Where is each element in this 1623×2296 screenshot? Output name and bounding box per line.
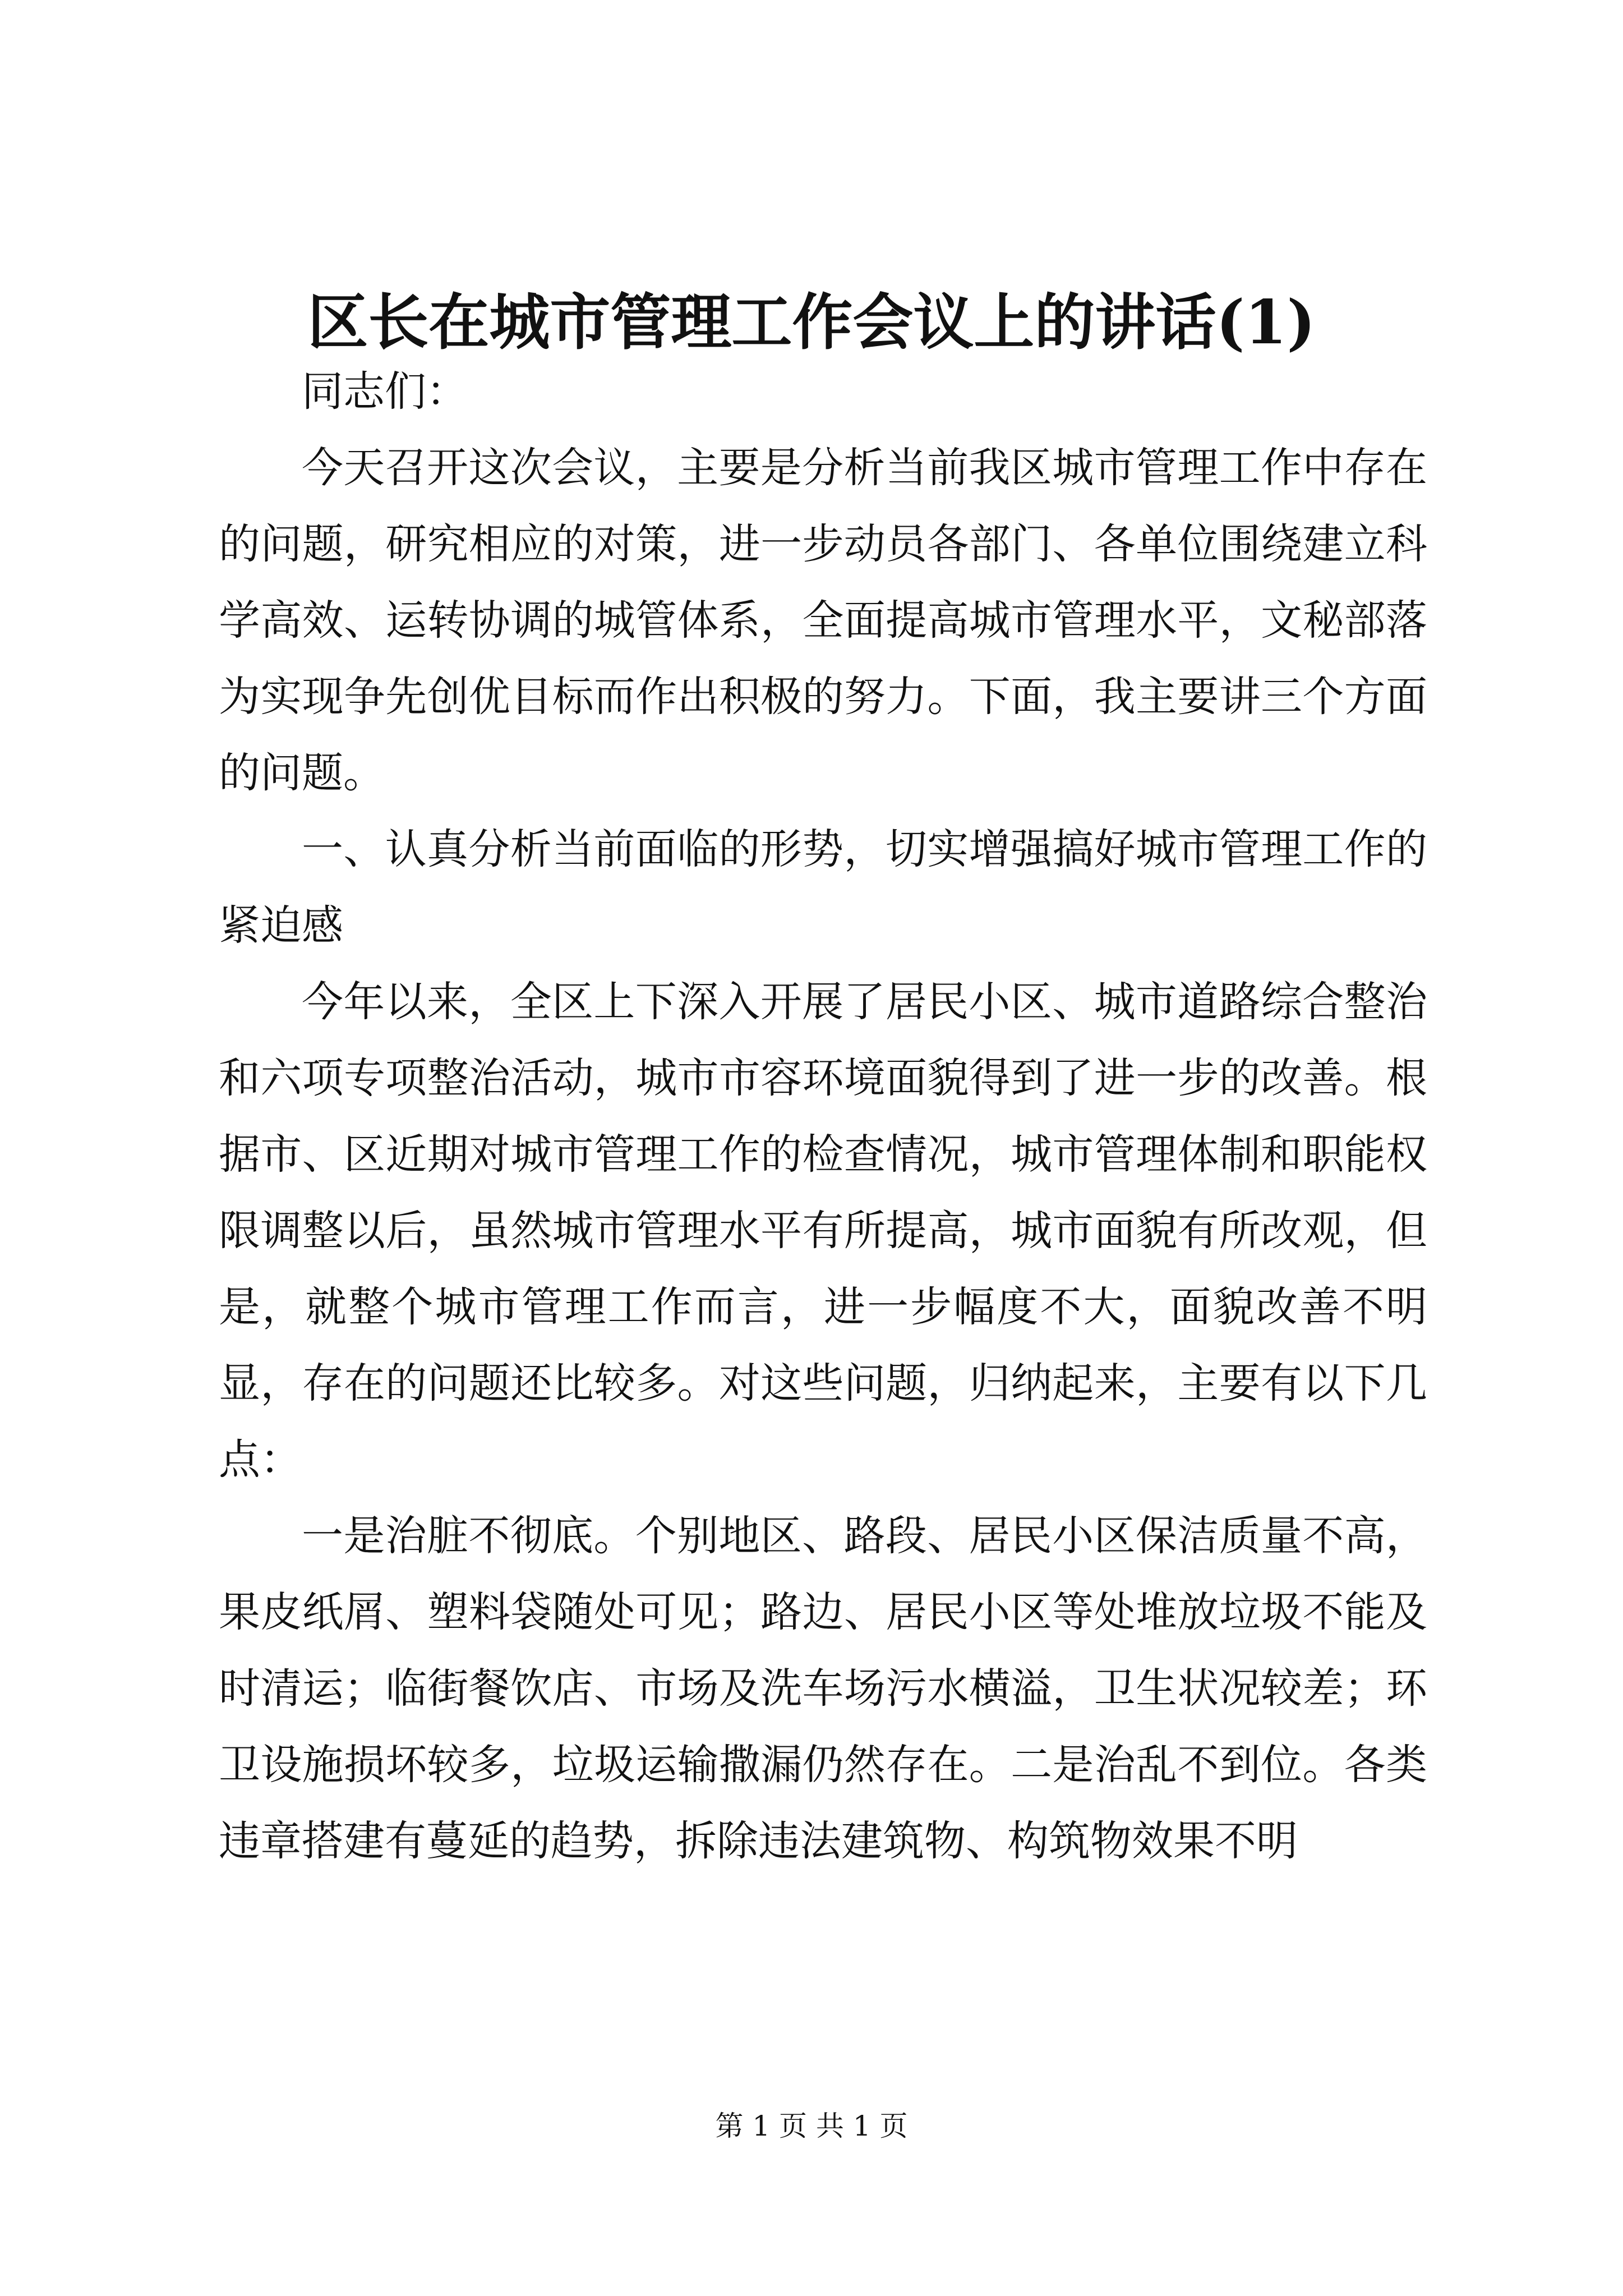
page-footer: 第 1 页 共 1 页 xyxy=(715,2110,908,2142)
intro-paragraph: 今天召开这次会议，主要是分析当前我区城市管理工作中存在的问题，研究相应的对策，进一步动员各部门、各单位围绕建立科学高效、运转协调的城管体系，全面提高城市管理水平，文秘部落为实现争先创优目标而作出积极的努力。下面，我主要讲三个方面的问题。 xyxy=(219,444,1427,797)
section-heading: 一、认真分析当前面临的形势，切实增强搞好城市管理工作的紧迫感 xyxy=(219,825,1427,950)
body-paragraph: 一是治脏不彻底。个别地区、路段、居民小区保洁质量不高，果皮纸屑、塑料袋随处可见；路边、居民小区等处堆放垃圾不能及时清运；临街餐饮店、市场及洗车场污水横溢，卫生状况较差；环卫设施损坏较多，垃圾运输撒漏仍然存在。二是治乱不到位。各类违章搭建有蔓延的趋势，拆除违法建筑物、构筑物效果不明 xyxy=(219,1512,1427,1865)
body-paragraph: 今年以来，全区上下深入开展了居民小区、城市道路综合整治和六项专项整治活动，城市市容环境面貌得到了进一步的改善。根据市、区近期对城市管理工作的检查情况，城市管理体制和职能权限调整以后，虽然城市管理水平有所提高，城市面貌有所改观，但是，就整个城市管理工作而言，进一步幅度不大，面貌改善不明显，存在的问题还比较多。对这些问题，归纳起来，主要有以下几点： xyxy=(219,978,1427,1484)
document-title: 区长在城市管理工作会议上的讲话(1) xyxy=(307,287,1316,358)
salutation-paragraph: 同志们： xyxy=(302,367,468,416)
document-body xyxy=(219,353,1427,1879)
